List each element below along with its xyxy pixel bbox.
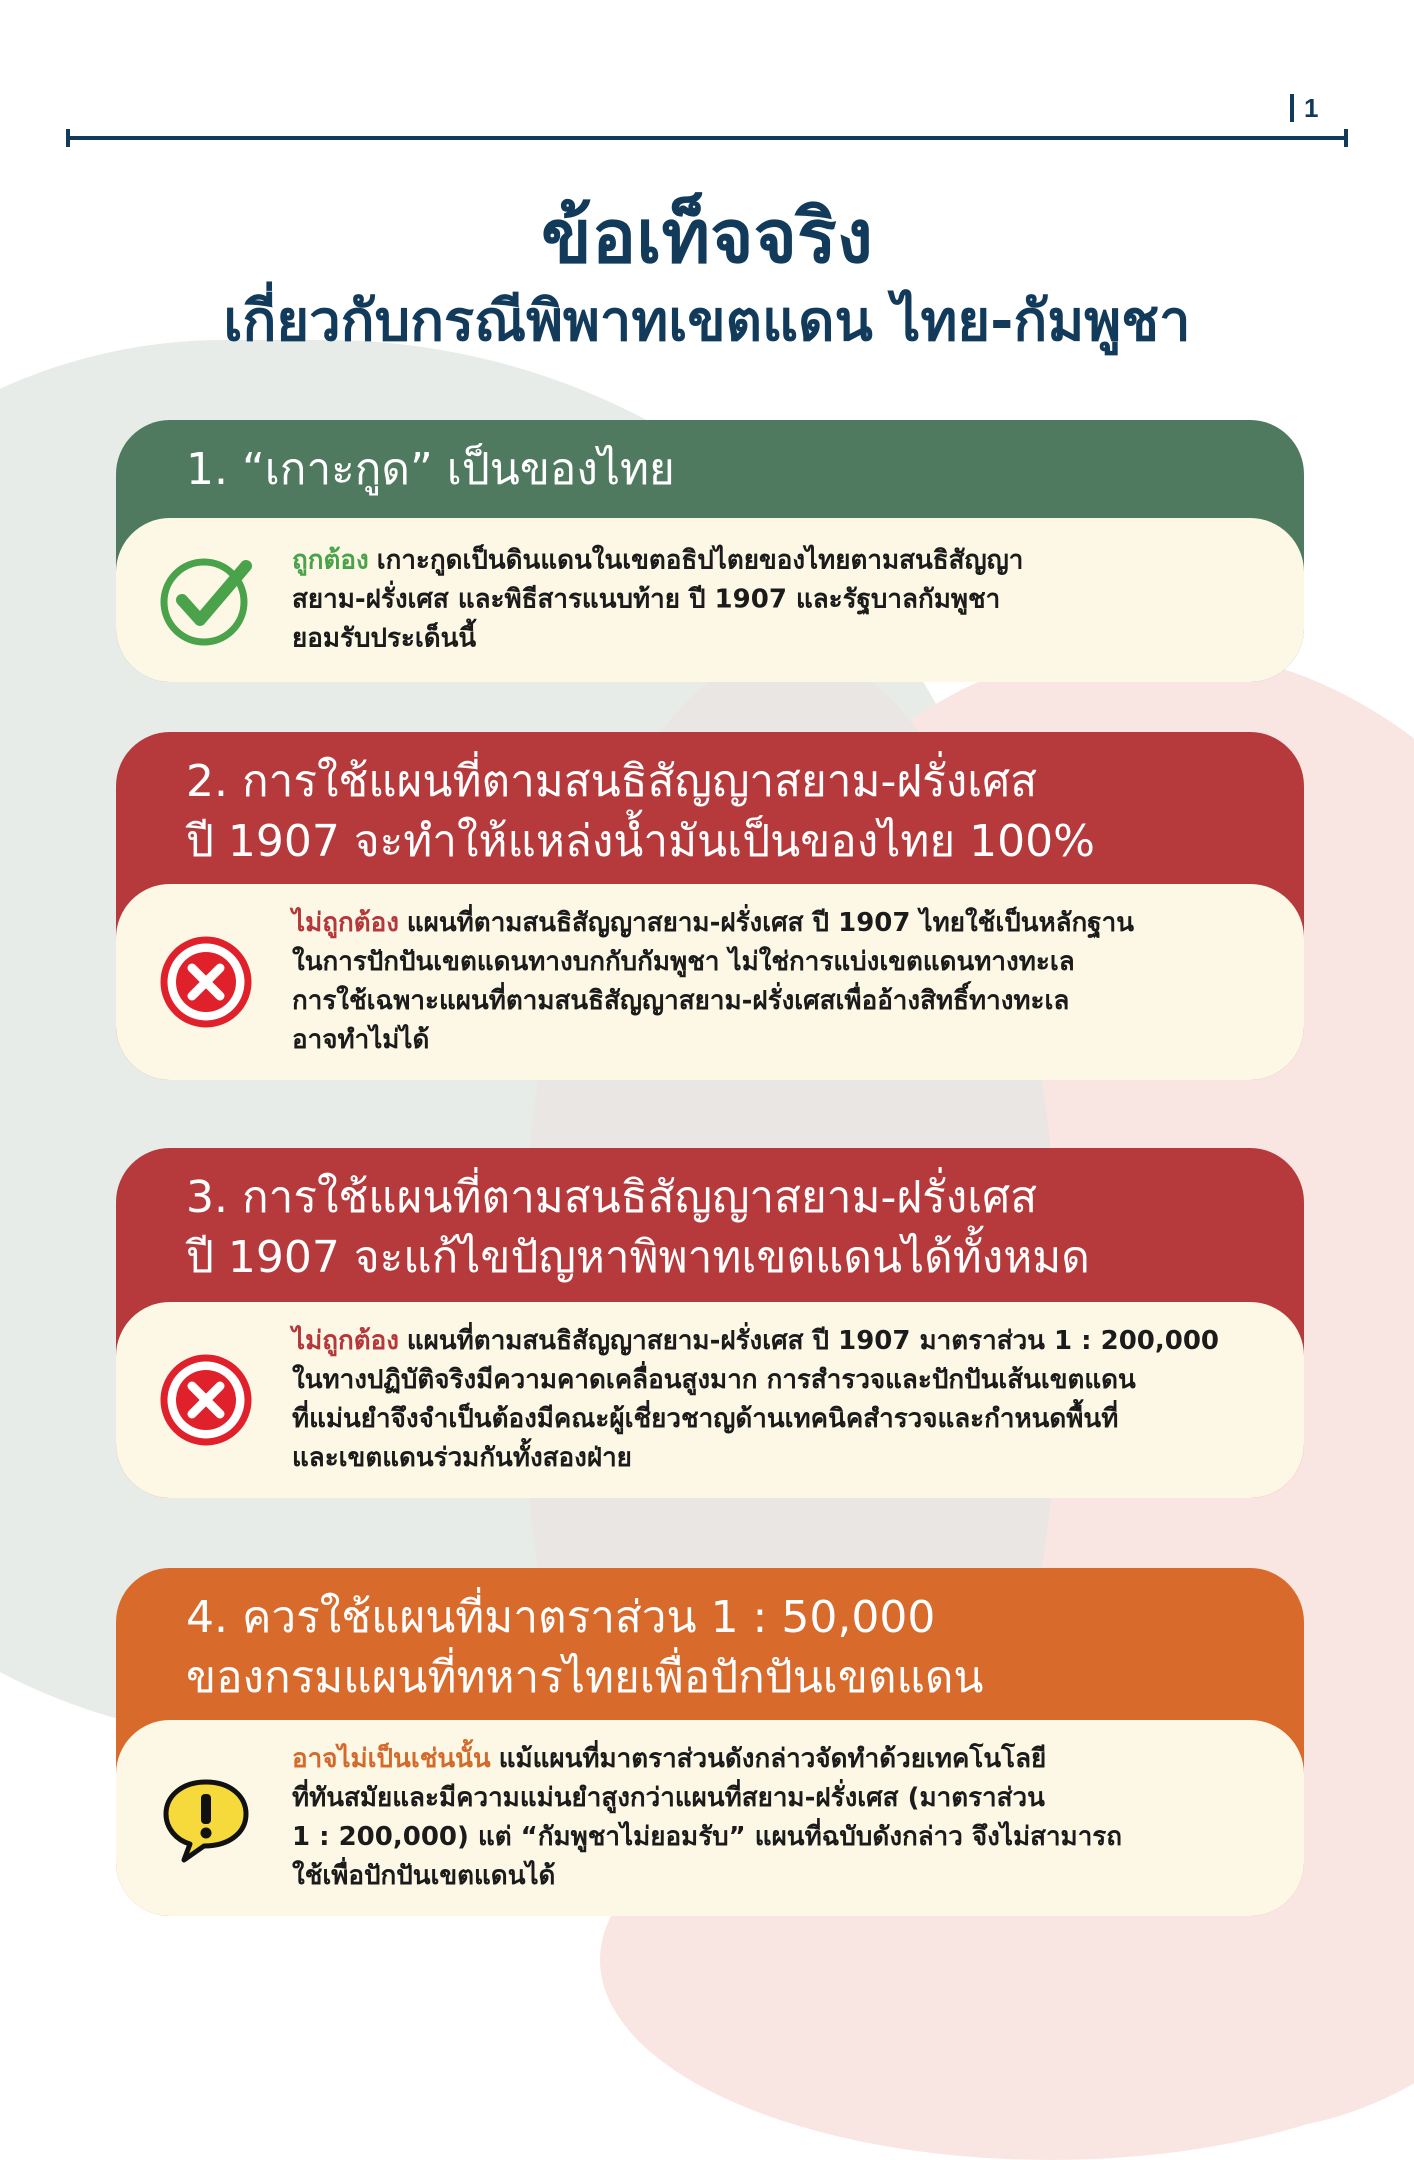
check-icon — [156, 550, 256, 650]
card-text-line: และเขตแดนร่วมกันทั้งสองฝ่าย — [292, 1443, 632, 1473]
cross-icon — [156, 932, 256, 1032]
card-heading-line: 2. การใช้แผนที่ตามสนธิสัญญาสยาม-ฝรั่งเศส — [186, 756, 1038, 807]
page-title: ข้อเท็จจริง — [541, 194, 873, 280]
card-heading — [116, 420, 1304, 500]
card-heading-line: ปี 1907 จะทำให้แหล่งน้ำมันเป็นของไทย 100% — [186, 816, 1095, 867]
header-rule — [66, 136, 1348, 140]
card-text-line: ที่ทันสมัยและมีความแม่นยำสูงกว่าแผนที่สยาม-ฝรั่งเศส (มาตราส่วน — [292, 1783, 1045, 1813]
card-text-line: อาจทำไม่ได้ — [292, 1025, 430, 1055]
verdict-label: ไม่ถูกต้อง — [292, 1326, 399, 1356]
card-body — [116, 1302, 1304, 1498]
warning-speech-icon — [156, 1768, 256, 1868]
card-text-line: ใช้เพื่อปักปันเขตแดนได้ — [292, 1861, 556, 1891]
card-text-line: 1 : 200,000) แต่ “กัมพูชาไม่ยอมรับ” แผนที่ฉบับดังกล่าว จึงไม่สามารถ — [292, 1822, 1122, 1852]
card-heading — [116, 1568, 1304, 1708]
verdict-label: อาจไม่เป็นเช่นนั้น — [292, 1744, 491, 1774]
card-text-line: ยอมรับประเด็นนี้ — [292, 623, 477, 654]
verdict-label: ไม่ถูกต้อง — [292, 908, 399, 938]
fact-card-4 — [116, 1568, 1304, 1916]
fact-card-3 — [116, 1148, 1304, 1498]
card-heading — [116, 732, 1304, 872]
card-heading-line: ของกรมแผนที่ทหารไทยเพื่อปักปันเขตแดน — [186, 1652, 984, 1703]
card-heading — [116, 1148, 1304, 1288]
verdict-label: ถูกต้อง — [292, 545, 369, 576]
card-text-line: การใช้เฉพาะแผนที่ตามสนธิสัญญาสยาม-ฝรั่งเศสเพื่ออ้างสิทธิ์ทางทะเล — [292, 986, 1070, 1016]
card-text — [292, 1740, 1244, 1896]
card-text-line: แผนที่ตามสนธิสัญญาสยาม-ฝรั่งเศส ปี 1907 ไทยใช้เป็นหลักฐาน — [406, 908, 1135, 938]
card-text — [292, 1322, 1244, 1478]
card-heading-line: 4. ควรใช้แผนที่มาตราส่วน 1 : 50,000 — [186, 1592, 936, 1643]
cross-icon — [156, 1350, 256, 1450]
card-text-line: เกาะกูดเป็นดินแดนในเขตอธิปไตยของไทยตามสนธิสัญญา — [376, 545, 1024, 576]
card-text — [292, 904, 1244, 1060]
card-heading-line: 3. การใช้แผนที่ตามสนธิสัญญาสยาม-ฝรั่งเศส — [186, 1172, 1038, 1223]
fact-card-1 — [116, 420, 1304, 682]
card-heading-line: 1. “เกาะกูด” เป็นของไทย — [186, 444, 675, 495]
fact-card-2 — [116, 732, 1304, 1080]
card-text-line: ในการปักปันเขตแดนทางบกกับกัมพูชา ไม่ใช่การแบ่งเขตแดนทางทะเล — [292, 947, 1075, 977]
card-text-line: แม้แผนที่มาตราส่วนดังกล่าวจัดทำด้วยเทคโนโลยี — [498, 1744, 1047, 1774]
card-text — [292, 542, 1244, 659]
page-number: 1 — [1290, 94, 1318, 122]
card-text-line: แผนที่ตามสนธิสัญญาสยาม-ฝรั่งเศส ปี 1907 มาตราส่วน 1 : 200,000 — [406, 1326, 1220, 1356]
card-text-line: ที่แม่นยำจึงจำเป็นต้องมีคณะผู้เชี่ยวชาญด้านเทคนิคสำรวจและกำหนดพื้นที่ — [292, 1404, 1119, 1434]
card-body — [116, 1720, 1304, 1916]
card-text-line: ในทางปฏิบัติจริงมีความคาดเคลื่อนสูงมาก การสำรวจและปักปันเส้นเขตแดน — [292, 1365, 1136, 1395]
page-subtitle: เกี่ยวกับกรณีพิพาทเขตแดน ไทย-กัมพูชา — [223, 289, 1191, 354]
card-body — [116, 518, 1304, 682]
card-heading-line: ปี 1907 จะแก้ไขปัญหาพิพาทเขตแดนได้ทั้งหมด — [186, 1232, 1090, 1283]
card-text-line: สยาม-ฝรั่งเศส และพิธีสารแนบท้าย ปี 1907 และรัฐบาลกัมพูชา — [292, 584, 1001, 615]
card-body — [116, 884, 1304, 1080]
